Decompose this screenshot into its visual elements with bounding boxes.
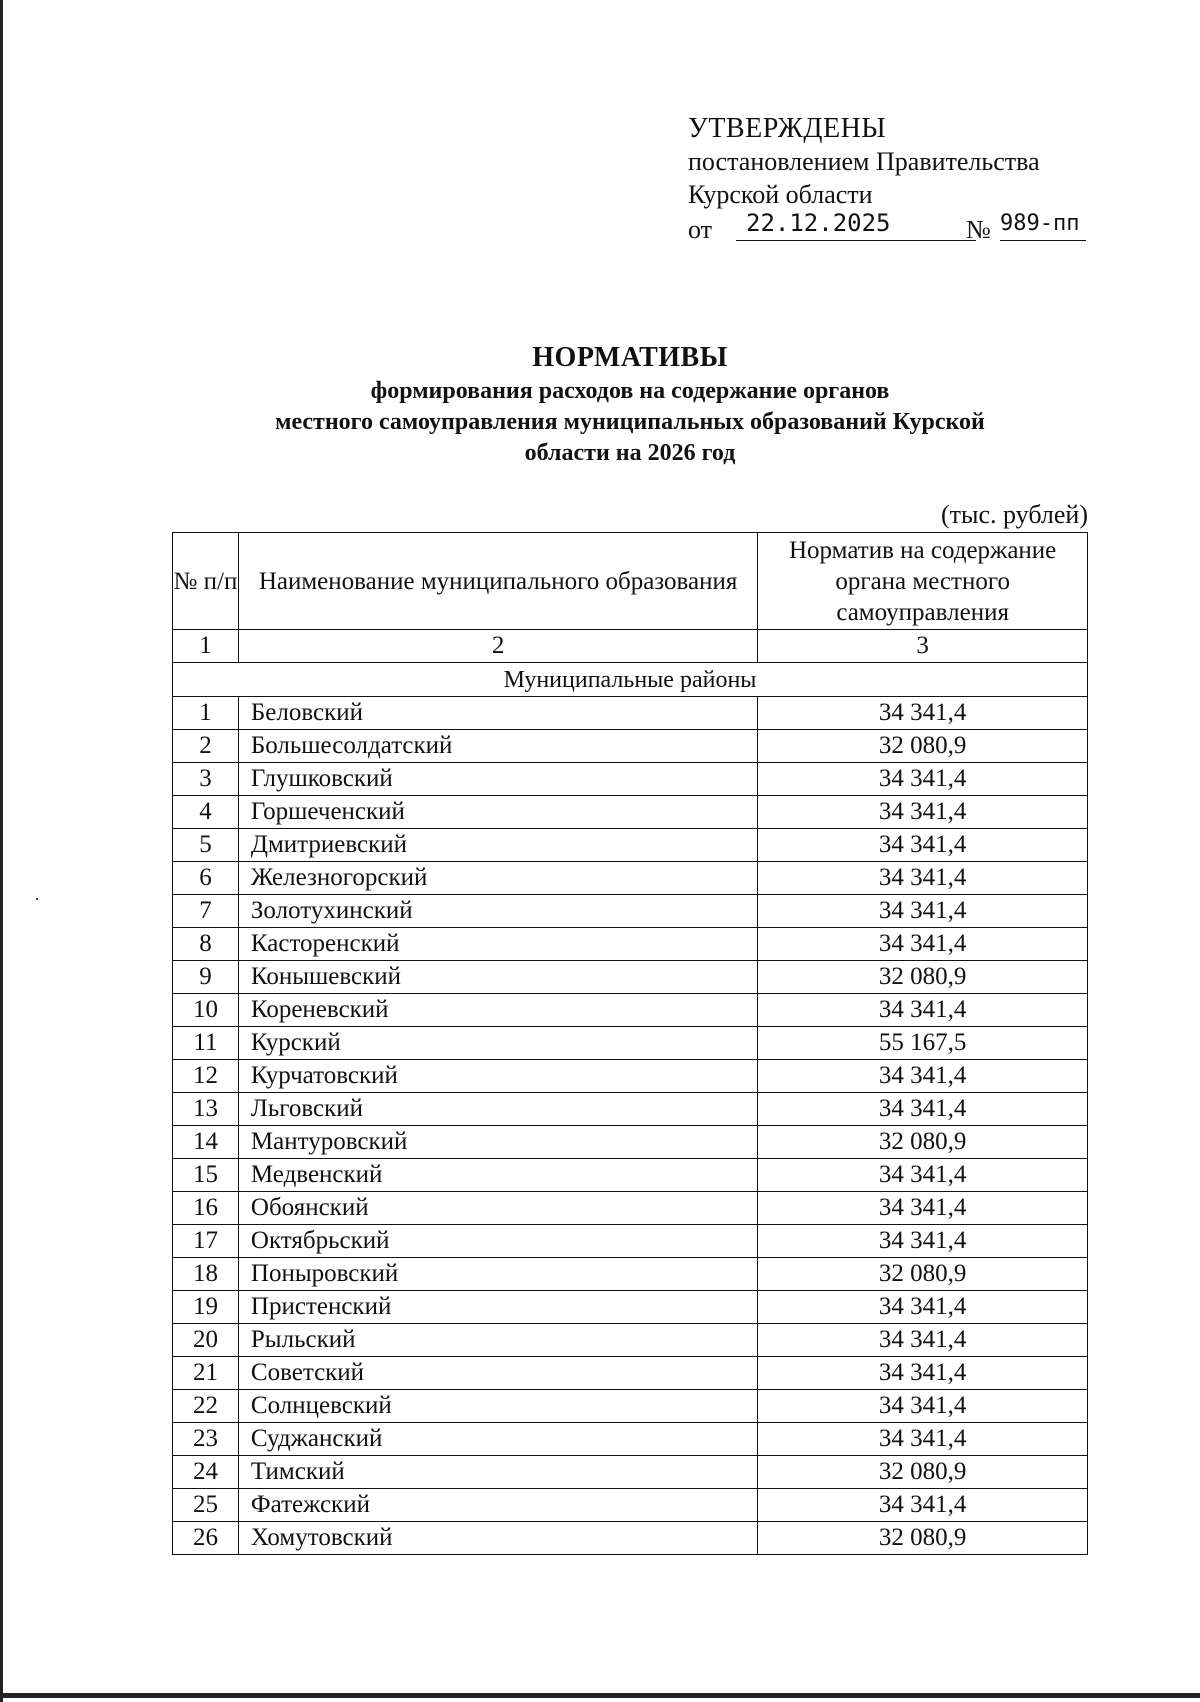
row-number: 23 xyxy=(173,1423,239,1456)
norm-value: 34 341,4 xyxy=(758,1291,1088,1324)
norm-value: 34 341,4 xyxy=(758,1390,1088,1423)
norm-value: 32 080,9 xyxy=(758,1456,1088,1489)
municipality-name: Курчатовский xyxy=(238,1060,757,1093)
norm-value: 34 341,4 xyxy=(758,1324,1088,1357)
document-subtitle-line-2: местного самоуправления муниципальных образований Курской xyxy=(275,409,985,435)
row-number: 2 xyxy=(173,730,239,763)
section-row xyxy=(173,663,1088,697)
municipality-name: Курский xyxy=(238,1027,757,1060)
column-number: 3 xyxy=(758,630,1088,663)
municipality-name: Солнцевский xyxy=(238,1390,757,1423)
municipality-name: Пристенский xyxy=(238,1291,757,1324)
approval-stamp-block xyxy=(688,112,1088,245)
table-row xyxy=(173,994,1088,1027)
row-number: 17 xyxy=(173,1225,239,1258)
row-number: 1 xyxy=(173,697,239,730)
norm-value: 34 341,4 xyxy=(758,697,1088,730)
table-row xyxy=(173,1291,1088,1324)
table-row xyxy=(173,730,1088,763)
column-number-row xyxy=(173,630,1088,663)
table-row xyxy=(173,763,1088,796)
row-number: 20 xyxy=(173,1324,239,1357)
approval-heading: УТВЕРЖДЕНЫ xyxy=(688,113,887,144)
row-number: 12 xyxy=(173,1060,239,1093)
table-row xyxy=(173,1027,1088,1060)
table-row xyxy=(173,1522,1088,1555)
row-number: 11 xyxy=(173,1027,239,1060)
row-number: 14 xyxy=(173,1126,239,1159)
table-row xyxy=(173,697,1088,730)
municipality-name: Кореневский xyxy=(238,994,757,1027)
norm-value: 34 341,4 xyxy=(758,1357,1088,1390)
norm-value: 34 341,4 xyxy=(758,829,1088,862)
column-number: 1 xyxy=(173,630,239,663)
municipality-name: Льговский xyxy=(238,1093,757,1126)
norm-value: 32 080,9 xyxy=(758,1258,1088,1291)
row-number: 25 xyxy=(173,1489,239,1522)
table-row xyxy=(173,796,1088,829)
municipality-name: Тимский xyxy=(238,1456,757,1489)
norm-value: 34 341,4 xyxy=(758,1423,1088,1456)
norm-value: 34 341,4 xyxy=(758,994,1088,1027)
row-number: 21 xyxy=(173,1357,239,1390)
row-number: 9 xyxy=(173,961,239,994)
row-number: 19 xyxy=(173,1291,239,1324)
table-row xyxy=(173,1192,1088,1225)
municipality-name: Глушковский xyxy=(238,763,757,796)
header-name: Наименование муниципального образования xyxy=(238,533,757,630)
municipality-name: Горшеченский xyxy=(238,796,757,829)
municipality-name: Железногорский xyxy=(238,862,757,895)
table-row xyxy=(173,895,1088,928)
units-label: (тыс. рублей) xyxy=(940,500,1088,529)
row-number: 5 xyxy=(173,829,239,862)
section-title: Муниципальные районы xyxy=(173,663,1088,697)
municipality-name: Суджанский xyxy=(238,1423,757,1456)
municipality-name: Касторенский xyxy=(238,928,757,961)
order-line xyxy=(688,211,1088,245)
norm-value: 34 341,4 xyxy=(758,1093,1088,1126)
order-date: 22.12.2025 xyxy=(736,207,976,241)
row-number: 16 xyxy=(173,1192,239,1225)
norms-table xyxy=(172,532,1088,1555)
number-label: № xyxy=(966,215,991,244)
norm-value: 34 341,4 xyxy=(758,928,1088,961)
table-row xyxy=(173,1324,1088,1357)
norm-value: 55 167,5 xyxy=(758,1027,1088,1060)
row-number: 15 xyxy=(173,1159,239,1192)
norm-value: 34 341,4 xyxy=(758,1225,1088,1258)
header-norm: Норматив на содержание органа местного самоуправления xyxy=(758,533,1088,630)
norm-value: 32 080,9 xyxy=(758,730,1088,763)
municipality-name: Хомутовский xyxy=(238,1522,757,1555)
municipality-name: Мантуровский xyxy=(238,1126,757,1159)
table-row xyxy=(173,1258,1088,1291)
from-label: от xyxy=(688,215,713,244)
norm-value: 32 080,9 xyxy=(758,961,1088,994)
municipality-name: Беловский xyxy=(238,697,757,730)
table-row xyxy=(173,1390,1088,1423)
table-row xyxy=(173,928,1088,961)
table-row xyxy=(173,1357,1088,1390)
row-number: 7 xyxy=(173,895,239,928)
table-row xyxy=(173,862,1088,895)
column-number: 2 xyxy=(238,630,757,663)
approval-line-1: постановлением Правительства xyxy=(688,147,1040,176)
row-number: 26 xyxy=(173,1522,239,1555)
norm-value: 34 341,4 xyxy=(758,895,1088,928)
table-row xyxy=(173,1423,1088,1456)
document-subtitle-line-3: области на 2026 год xyxy=(524,440,736,466)
municipality-name: Медвенский xyxy=(238,1159,757,1192)
row-number: 6 xyxy=(173,862,239,895)
table-row xyxy=(173,1093,1088,1126)
scan-edge-bottom xyxy=(0,1693,1200,1698)
municipality-name: Советский xyxy=(238,1357,757,1390)
scan-artifact-dot xyxy=(36,898,38,900)
municipality-name: Обоянский xyxy=(238,1192,757,1225)
table-row xyxy=(173,1225,1088,1258)
table-row xyxy=(173,961,1088,994)
document-subtitle-line-1: формирования расходов на содержание органов xyxy=(370,378,890,404)
row-number: 4 xyxy=(173,796,239,829)
approval-line-2: Курской области xyxy=(688,180,873,209)
row-number: 18 xyxy=(173,1258,239,1291)
row-number: 8 xyxy=(173,928,239,961)
norm-value: 34 341,4 xyxy=(758,796,1088,829)
row-number: 24 xyxy=(173,1456,239,1489)
row-number: 3 xyxy=(173,763,239,796)
row-number: 22 xyxy=(173,1390,239,1423)
table-row xyxy=(173,1060,1088,1093)
table-row xyxy=(173,829,1088,862)
municipality-name: Дмитриевский xyxy=(238,829,757,862)
norm-value: 32 080,9 xyxy=(758,1522,1088,1555)
table-row xyxy=(173,1456,1088,1489)
norm-value: 32 080,9 xyxy=(758,1126,1088,1159)
table-row xyxy=(173,1159,1088,1192)
norm-value: 34 341,4 xyxy=(758,763,1088,796)
table-header-row xyxy=(173,533,1088,630)
norm-value: 34 341,4 xyxy=(758,1060,1088,1093)
document-title: НОРМАТИВЫ xyxy=(532,342,728,373)
norm-value: 34 341,4 xyxy=(758,862,1088,895)
municipality-name: Золотухинский xyxy=(238,895,757,928)
scan-edge-left xyxy=(0,0,3,1702)
municipality-name: Поныровский xyxy=(238,1258,757,1291)
row-number: 10 xyxy=(173,994,239,1027)
municipality-name: Конышевский xyxy=(238,961,757,994)
order-number: 989-пп xyxy=(1000,207,1086,241)
municipality-name: Большесолдатский xyxy=(238,730,757,763)
row-number: 13 xyxy=(173,1093,239,1126)
municipality-name: Фатежский xyxy=(238,1489,757,1522)
municipality-name: Октябрьский xyxy=(238,1225,757,1258)
header-number: № п/п xyxy=(173,533,239,630)
norm-value: 34 341,4 xyxy=(758,1489,1088,1522)
table-row xyxy=(173,1126,1088,1159)
document-title-block xyxy=(160,340,1100,469)
municipality-name: Рыльский xyxy=(238,1324,757,1357)
table-row xyxy=(173,1489,1088,1522)
norm-value: 34 341,4 xyxy=(758,1159,1088,1192)
norm-value: 34 341,4 xyxy=(758,1192,1088,1225)
